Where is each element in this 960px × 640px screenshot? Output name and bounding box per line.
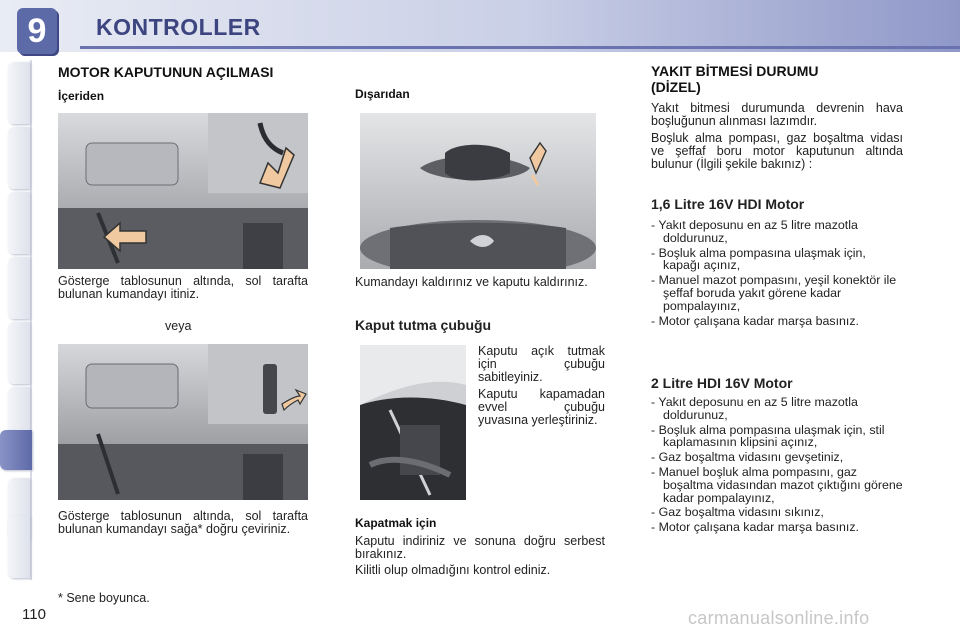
interior-lever-photo-alt [58, 344, 308, 500]
chapter-tab[interactable] [8, 62, 30, 124]
interior-lever-photo [58, 113, 308, 269]
step-item: - Motor çalışana kadar marşa basınız. [651, 315, 903, 328]
watermark: carmanualsonline.info [688, 608, 870, 628]
step-item: - Manuel mazot pompasını, yeşil konektör ile şeffaf boruda yakıt görene kadar pompalayınız, [651, 274, 903, 312]
step-item: - Boşluk alma pompasına ulaşmak için, kapağı açınız, [651, 247, 903, 273]
outside-heading: Dışarıdan [355, 87, 410, 101]
engine-16-steps [651, 219, 903, 329]
step-item: - Manuel boşluk alma pompasını, gaz boşaltma vidasından mazot çıktığını görene kadar pompalayınız, [651, 466, 903, 504]
engine-16-title: 1,6 Litre 16V HDI Motor [651, 196, 805, 212]
prop-rod-text-1: Kaputu açık tutmak için çubuğu sabitleyiniz. [478, 344, 605, 384]
step-item: - Gaz boşaltma vidasını gevşetiniz, [651, 451, 903, 464]
fuel-out-title: YAKIT BİTMESİ DURUMU (DİZEL) [651, 63, 819, 95]
chapter-tab[interactable] [8, 516, 30, 578]
step-item: - Boşluk alma pompasına ulaşmak için, stil kaplamasının klipsini açınız, [651, 424, 903, 450]
chapter-badge: 9 [17, 8, 57, 54]
step-item: - Yakıt deposunu en az 5 litre mazotla doldurunuz, [651, 219, 903, 245]
chapter-tab[interactable] [8, 127, 30, 189]
interior-caption-2: Gösterge tablosunun altında, sol tarafta bulunan kumandayı sağa* doğru çeviriniz. [58, 509, 308, 536]
fuel-out-intro-1: Yakıt bitmesi durumunda devrenin hava boşluğunun alınması lazımdır. [651, 101, 903, 128]
chapter-tab[interactable] [8, 257, 30, 319]
exterior-latch-photo [360, 113, 596, 269]
or-label: veya [165, 319, 192, 333]
section-title-hood-opening: MOTOR KAPUTUNUN AÇILMASI [58, 64, 274, 80]
chapter-title: KONTROLLER [96, 14, 261, 40]
chapter-tab[interactable] [8, 322, 30, 384]
closing-text-1: Kaputu indiriniz ve sonuna doğru serbest bırakınız. [355, 534, 605, 561]
closing-heading: Kapatmak için [355, 516, 437, 530]
prop-rod-photo [360, 345, 466, 500]
chapter-tab[interactable] [8, 192, 30, 254]
engine-20-steps [651, 396, 903, 536]
engine-20-title: 2 Litre HDI 16V Motor [651, 375, 793, 391]
chapter-tab-active[interactable] [0, 430, 32, 470]
header-rule [80, 46, 960, 49]
step-item: - Motor çalışana kadar marşa basınız. [651, 521, 903, 534]
side-rule [30, 60, 32, 580]
step-item: - Gaz boşaltma vidasını sıkınız, [651, 506, 903, 519]
fuel-out-intro-2: Boşluk alma pompası, gaz boşaltma vidası ve şeffaf boru motor kaputunun altında bulunur (İlgili şekile bakınız) : [651, 131, 903, 171]
exterior-caption: Kumandayı kaldırınız ve kaputu kaldırınız. [355, 275, 588, 289]
footnote: * Sene boyunca. [58, 591, 150, 605]
closing-text-2: Kilitli olup olmadığını kontrol ediniz. [355, 563, 551, 577]
interior-caption-1: Gösterge tablosunun altında, sol tarafta bulunan kumandayı itiniz. [58, 274, 308, 301]
prop-rod-title: Kaput tutma çubuğu [355, 317, 492, 333]
inside-heading: İçeriden [58, 89, 105, 103]
prop-rod-text-2: Kaputu kapamadan evvel çubuğu yuvasına yerleştiriniz. [478, 387, 605, 427]
page-number: 110 [22, 606, 46, 623]
step-item: - Yakıt deposunu en az 5 litre mazotla doldurunuz, [651, 396, 903, 422]
